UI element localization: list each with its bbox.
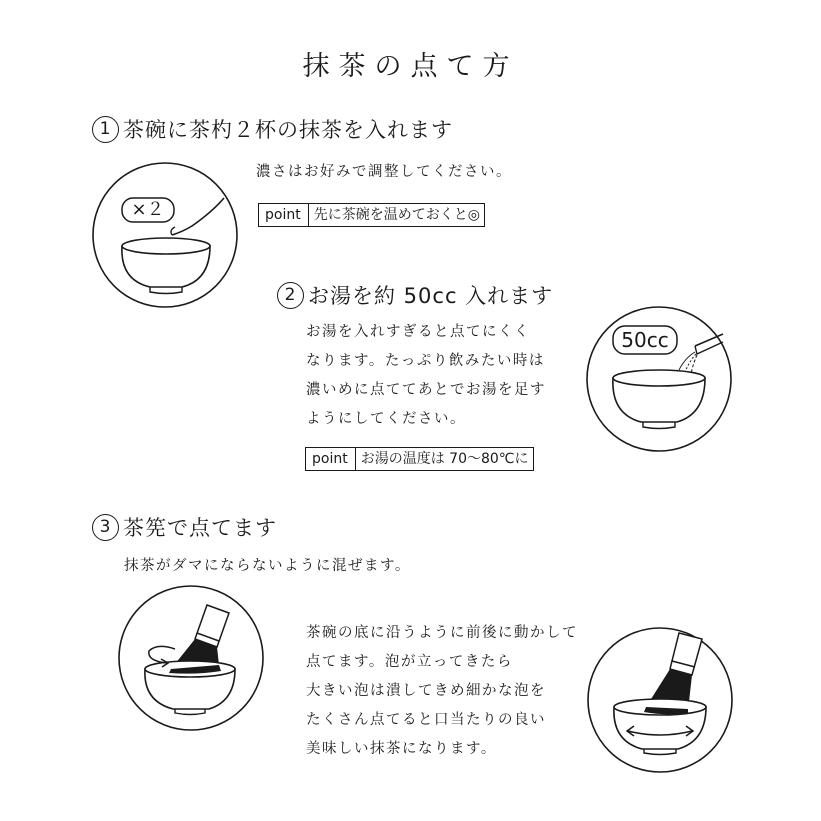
step-2-volume-label: 50cc [621, 328, 669, 352]
step-3-detail-line: 茶碗の底に沿うように前後に動かして [306, 625, 578, 641]
step-2-body-line: ようにしてください。 [306, 411, 466, 427]
step-2-heading [277, 280, 553, 310]
step-2-body-line: 濃いめに点ててあとでお湯を足す [306, 382, 546, 398]
point-label: point [306, 448, 356, 470]
step-3-illustration-circular [117, 585, 267, 735]
step-2-point [305, 447, 534, 471]
step-3-detail-line: 美味しい抹茶になります。 [306, 741, 497, 757]
page-title: 抹茶の点て方 [302, 51, 519, 82]
step-3-heading [92, 512, 277, 542]
step-1-title: 茶碗に茶杓２杯の抹茶を入れます [123, 118, 453, 142]
step-3-illustration-back-forth [584, 625, 734, 775]
step-3-detail-line: たくさん点てると口当たりの良い [306, 712, 546, 728]
step-1-point [258, 203, 485, 227]
step-2-body-line: お湯を入れすぎると点てにくく [306, 324, 530, 340]
step-3-number: 3 [92, 514, 119, 541]
step-1-illustration [92, 160, 242, 310]
step-1-body: 濃さはお好みで調整してください。 [256, 164, 512, 180]
step-2-number: 2 [277, 282, 304, 309]
step-3-body: 抹茶がダマにならないように混ぜます。 [124, 558, 411, 574]
tea-bowl-icon [614, 699, 706, 755]
point-text: 先に茶碗を温めておくと◎ [313, 207, 480, 223]
step-2-body-line: なります。たっぷり飲みたい時は [306, 353, 545, 369]
tea-bowl-icon [613, 370, 705, 429]
tea-scoop-icon [171, 198, 224, 235]
step-3-title: 茶筅で点てます [123, 516, 277, 540]
tea-bowl-icon [122, 238, 210, 294]
step-2-body [306, 318, 546, 434]
tea-whisk-icon [171, 605, 229, 669]
step-1-heading [92, 114, 453, 144]
step-1-quantity-label: ×２ [131, 199, 165, 220]
step-3-detail [306, 619, 578, 764]
step-1-number: 1 [92, 116, 119, 143]
step-2-title: お湯を約 50cc 入れます [308, 284, 554, 308]
point-text: お湯の温度は 70〜80℃に [360, 451, 529, 467]
step-3-detail-line: 大きい泡は潰してきめ細かな泡を [306, 683, 546, 699]
tea-bowl-icon [145, 661, 235, 715]
point-label: point [259, 204, 309, 226]
water-pour-icon [679, 334, 723, 374]
step-3-detail-line: 点てます。泡が立ってきたら [306, 654, 513, 670]
